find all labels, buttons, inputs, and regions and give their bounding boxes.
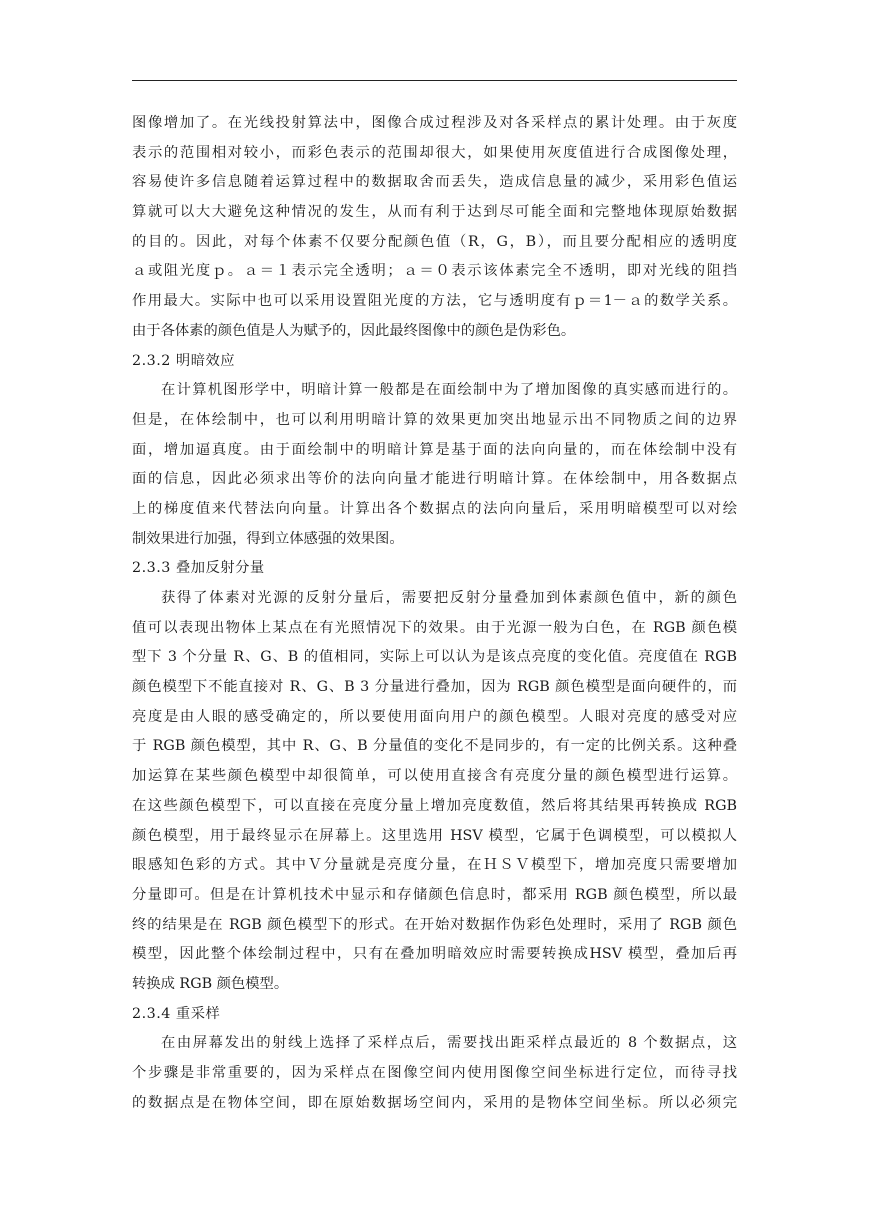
section-paragraph [132, 1029, 737, 1118]
text-line: 面，增加逼真度。由于面绘制中的明暗计算是基于面的法向向量的，而在体绘制中没有 [132, 441, 737, 458]
text-line: 加运算在某些颜色模型中却很简单，可以使用直接含有亮度分量的颜色模型进行运算。 [132, 768, 737, 785]
text-line: 但是，在体绘制中，也可以利用明暗计算的效果更加突出地显示出不同物质之间的边界 [132, 411, 737, 428]
text-line: 面的信息，因此必须求出等价的法向向量才能进行明暗计算。在体绘制中，用各数据点 [132, 471, 737, 488]
text-line: 颜色模型下不能直接对 R、G、B 3 分量进行叠加，因为 RGB 颜色模型是面向硬件的，而 [132, 679, 737, 696]
text-line: 上的梯度值来代替法向向量。计算出各个数据点的法向向量后，采用明暗模型可以对绘 [132, 500, 737, 517]
text-line: 分量即可。但是在计算机技术中显示和存储颜色信息时，都采用 RGB 颜色模型，所以最 [132, 886, 737, 903]
document-body [132, 109, 737, 1118]
text-line: 个步骤是非常重要的，因为采样点在图像空间内使用图像空间坐标进行定位，而待寻找 [132, 1065, 737, 1081]
text-line: 值可以表现出物体上某点在有光照情况下的效果。由于光源一般为白色，在 RGB 颜色模 [132, 619, 737, 636]
section-heading: 2.3.2 明暗效应 [132, 352, 236, 369]
text-line: 算就可以大大避免这种情况的发生，从而有利于达到尽可能全面和完整地体现原始数据 [132, 204, 737, 221]
paragraph-intro [132, 109, 737, 347]
text-line: 终的结果是在 RGB 颜色模型下的形式。在开始对数据作伪彩色处理时，采用了 RGB 颜色 [132, 916, 737, 933]
text-line: 在这些颜色模型下，可以直接在亮度分量上增加亮度数值，然后将其结果再转换成 RGB [132, 797, 737, 814]
text-line: 型下 3 个分量 R、G、B 的值相同，实际上可以认为是该点亮度的变化值。亮度值在 RGB [132, 649, 737, 666]
text-line: 的目的。因此，对每个体素不仅要分配颜色值（R，G，B），而且要分配相应的透明度 [132, 233, 737, 250]
text-line: 制效果进行加强，得到立体感强的效果图。 [132, 530, 404, 547]
text-line: 转换成 RGB 颜色模型。 [132, 975, 289, 992]
text-line: 在计算机图形学中，明暗计算一般都是在面绘制中为了增加图像的真实感而进行的。 [161, 382, 737, 399]
header-rule [132, 80, 737, 81]
text-line: 容易使许多信息随着运算过程中的数据取舍而丢失，造成信息量的减少，采用彩色值运 [132, 174, 737, 191]
text-line: 图像增加了。在光线投射算法中，图像合成过程涉及对各采样点的累计处理。由于灰度 [132, 115, 737, 131]
text-line: 颜色模型，用于最终显示在屏幕上。这里选用 HSV 模型，它属于色调模型，可以模拟人 [132, 827, 737, 844]
text-line: 由于各体素的颜色值是人为赋予的，因此最终图像中的颜色是伪彩色。 [132, 322, 576, 339]
text-line: 获得了体素对光源的反射分量后，需要把反射分量叠加到体素颜色值中，新的颜色 [161, 590, 737, 606]
section-heading: 2.3.3 叠加反射分量 [132, 560, 265, 577]
text-line: 眼感知色彩的方式。其中Ｖ分量就是亮度分量，在ＨＳＶ模型下，增加亮度只需要增加 [132, 857, 737, 874]
text-line: 在由屏幕发出的射线上选择了采样点后，需要找出距采样点最近的 8 个数据点，这 [161, 1035, 737, 1052]
text-line: 表示的范围相对较小，而彩色表示的范围却很大，如果使用灰度值进行合成图像处理， [132, 144, 737, 161]
section-heading: 2.3.4 重采样 [132, 1005, 221, 1022]
text-line: ａ或阻光度ｐ。ａ＝１表示完全透明；ａ＝０表示该体素完全不透明，即对光线的阻挡 [132, 263, 737, 280]
text-line: 亮度是由人眼的感受确定的，所以要使用面向用户的颜色模型。人眼对亮度的感受对应 [132, 708, 737, 725]
text-line: 模型，因此整个体绘制过程中，只有在叠加明暗效应时需要转换成HSV 模型，叠加后再 [132, 946, 737, 963]
text-line: 的数据点是在物体空间，即在原始数据场空间内，采用的是物体空间坐标。所以必须完 [132, 1094, 737, 1111]
text-line: 作用最大。实际中也可以采用设置阻光度的方法，它与透明度有ｐ＝1－ａ的数学关系。 [132, 293, 737, 310]
section-paragraph [132, 376, 737, 554]
text-line: 于 RGB 颜色模型，其中 R、G、B 分量值的变化不是同步的，有一定的比例关系。这种叠 [132, 738, 737, 755]
section-paragraph [132, 584, 737, 1000]
